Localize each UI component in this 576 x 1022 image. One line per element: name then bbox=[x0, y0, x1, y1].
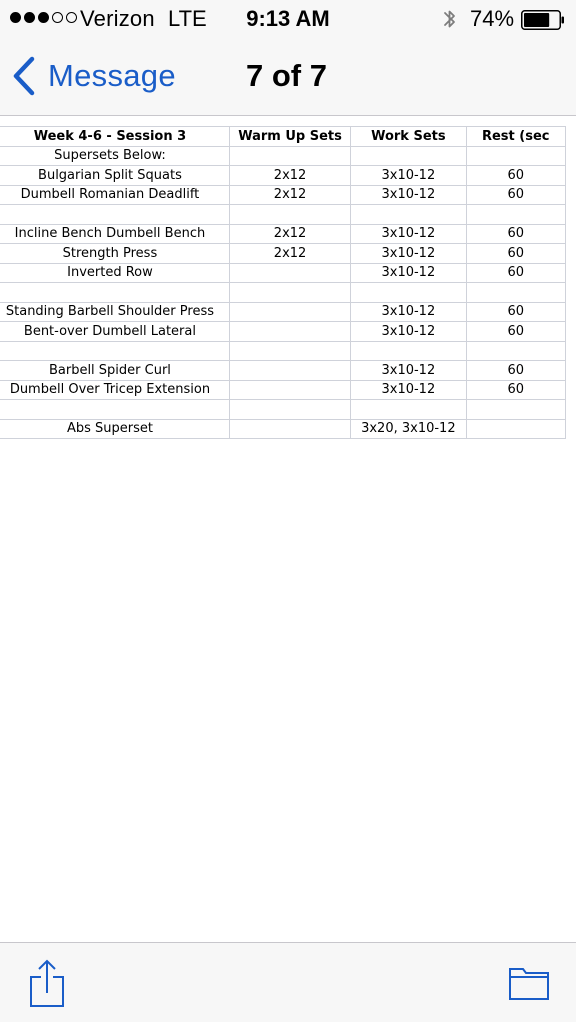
work-sets-cell bbox=[351, 400, 466, 420]
status-bar bbox=[0, 0, 576, 40]
battery-percent: 74% bbox=[470, 6, 515, 31]
network-type: LTE bbox=[168, 6, 207, 31]
chevron-left-icon bbox=[12, 56, 36, 96]
warm-up-sets-cell bbox=[229, 205, 350, 225]
table-row bbox=[0, 146, 566, 166]
page-counter-title: 7 of 7 bbox=[246, 58, 327, 93]
table-row bbox=[0, 205, 566, 225]
warm-up-sets-cell bbox=[229, 400, 350, 420]
work-sets-cell: 3x10-12 bbox=[351, 322, 466, 342]
clock: 9:13 AM bbox=[246, 6, 330, 31]
table-row bbox=[0, 361, 566, 381]
table-row bbox=[0, 263, 566, 283]
table-body bbox=[0, 146, 566, 439]
exercise-cell bbox=[0, 341, 229, 361]
rest-cell: 60 bbox=[466, 185, 566, 205]
work-sets-cell: 3x10-12 bbox=[351, 224, 466, 244]
column-header-warm-up-sets: Warm Up Sets bbox=[229, 127, 350, 147]
back-button[interactable] bbox=[12, 54, 176, 98]
work-sets-cell: 3x10-12 bbox=[351, 361, 466, 381]
work-sets-cell: 3x10-12 bbox=[351, 244, 466, 264]
rest-cell: 60 bbox=[466, 380, 566, 400]
back-button-label: Message bbox=[48, 58, 176, 93]
bluetooth-icon bbox=[442, 7, 458, 31]
exercise-cell: Dumbell Over Tricep Extension bbox=[0, 380, 229, 400]
warm-up-sets-cell: 2x12 bbox=[229, 185, 350, 205]
warm-up-sets-cell bbox=[229, 302, 350, 322]
rest-cell: 60 bbox=[466, 322, 566, 342]
exercise-cell: Incline Bench Dumbell Bench bbox=[0, 224, 229, 244]
warm-up-sets-cell: 2x12 bbox=[229, 166, 350, 186]
table-row bbox=[0, 302, 566, 322]
work-sets-cell: 3x10-12 bbox=[351, 166, 466, 186]
exercise-cell: Dumbell Romanian Deadlift bbox=[0, 185, 229, 205]
work-sets-cell bbox=[351, 341, 466, 361]
exercise-cell: Supersets Below: bbox=[0, 146, 229, 166]
rest-cell bbox=[466, 419, 566, 439]
warm-up-sets-cell bbox=[229, 146, 350, 166]
table-row bbox=[0, 224, 566, 244]
work-sets-cell: 3x10-12 bbox=[351, 302, 466, 322]
table-row bbox=[0, 244, 566, 264]
rest-cell: 60 bbox=[466, 244, 566, 264]
battery-icon bbox=[521, 10, 565, 30]
column-header-exercise: Week 4-6 - Session 3 bbox=[0, 127, 229, 147]
table-header-row bbox=[0, 127, 566, 147]
work-sets-cell: 3x20, 3x10-12 bbox=[351, 419, 466, 439]
rest-cell: 60 bbox=[466, 302, 566, 322]
warm-up-sets-cell bbox=[229, 263, 350, 283]
exercise-cell bbox=[0, 205, 229, 225]
work-sets-cell: 3x10-12 bbox=[351, 263, 466, 283]
warm-up-sets-cell: 2x12 bbox=[229, 224, 350, 244]
table-row bbox=[0, 400, 566, 420]
exercise-cell: Bent-over Dumbell Lateral bbox=[0, 322, 229, 342]
rest-cell bbox=[466, 400, 566, 420]
carrier-name: Verizon bbox=[80, 6, 155, 31]
warm-up-sets-cell: 2x12 bbox=[229, 244, 350, 264]
warm-up-sets-cell bbox=[229, 380, 350, 400]
exercise-cell: Strength Press bbox=[0, 244, 229, 264]
share-icon[interactable] bbox=[28, 959, 66, 1009]
table-row bbox=[0, 185, 566, 205]
column-header-work-sets: Work Sets bbox=[351, 127, 466, 147]
table-row bbox=[0, 380, 566, 400]
work-sets-cell bbox=[351, 283, 466, 303]
spreadsheet-document[interactable] bbox=[0, 116, 576, 942]
warm-up-sets-cell bbox=[229, 419, 350, 439]
exercise-cell: Standing Barbell Shoulder Press bbox=[0, 302, 229, 322]
navigation-bar bbox=[0, 40, 576, 116]
bottom-toolbar bbox=[0, 942, 576, 1022]
rest-cell bbox=[466, 283, 566, 303]
warm-up-sets-cell bbox=[229, 361, 350, 381]
exercise-cell bbox=[0, 400, 229, 420]
rest-cell: 60 bbox=[466, 263, 566, 283]
rest-cell bbox=[466, 341, 566, 361]
work-sets-cell: 3x10-12 bbox=[351, 185, 466, 205]
exercise-cell: Barbell Spider Curl bbox=[0, 361, 229, 381]
rest-cell: 60 bbox=[466, 361, 566, 381]
table-row bbox=[0, 322, 566, 342]
folder-icon[interactable] bbox=[508, 965, 550, 1001]
rest-cell: 60 bbox=[466, 224, 566, 244]
exercise-cell: Abs Superset bbox=[0, 419, 229, 439]
work-sets-cell: 3x10-12 bbox=[351, 380, 466, 400]
rest-cell bbox=[466, 205, 566, 225]
warm-up-sets-cell bbox=[229, 283, 350, 303]
exercise-cell: Inverted Row bbox=[0, 263, 229, 283]
table-row bbox=[0, 341, 566, 361]
exercise-cell bbox=[0, 283, 229, 303]
column-header-rest: Rest (sec bbox=[466, 127, 566, 147]
rest-cell bbox=[466, 146, 566, 166]
exercise-cell: Bulgarian Split Squats bbox=[0, 166, 229, 186]
table-row bbox=[0, 166, 566, 186]
work-sets-cell bbox=[351, 146, 466, 166]
workout-table bbox=[0, 126, 566, 439]
table-row bbox=[0, 283, 566, 303]
rest-cell: 60 bbox=[466, 166, 566, 186]
warm-up-sets-cell bbox=[229, 322, 350, 342]
table-row bbox=[0, 419, 566, 439]
work-sets-cell bbox=[351, 205, 466, 225]
warm-up-sets-cell bbox=[229, 341, 350, 361]
